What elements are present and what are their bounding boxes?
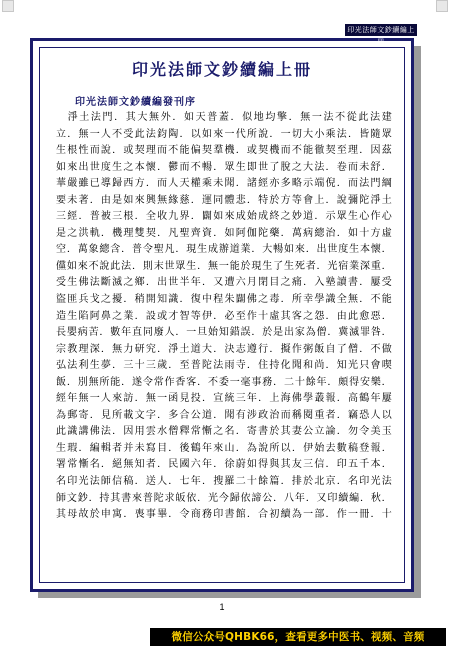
body-text-line: 空．萬象總含．普令聖凡．現生成辦道業．大暢如來．出世度生本懷． — [56, 244, 392, 256]
body-text-line: 三經．普被三根．全收九界．闢如來成始成終之妙道．示眾生心作心 — [56, 211, 392, 223]
body-text-line: 要未著．由是如來興無緣慈．運同體悲．特於方等會上．說彌陀淨土 — [56, 194, 392, 206]
viewer-top-bar — [0, 0, 450, 14]
body-text-line: 弘法利生夢．三十三歲．至普陀法雨寺．住持化聞和尚．知光只會喫 — [56, 360, 392, 372]
body-text-line: 為郵寄．見所載文字．多合公道．聞有涉政治而稱閱重者．竊恐人以 — [56, 409, 392, 421]
section-subtitle: 印光法師文鈔續編發刊序 — [75, 97, 196, 108]
body-text-line: 宗教理深．無力研究．淨土道大．決志遵行．擬作粥飯自了僧．不做 — [56, 343, 392, 355]
running-header-tag: 印光法師文鈔續編上冊 — [345, 24, 417, 36]
body-text-line: 署常慚名．絕無知者．民國六年．徐蔚如得與其友三信．印五千本． — [56, 459, 392, 471]
window-corner-right — [436, 0, 448, 12]
body-text-line: 如來出世度生之本懷．鬱而不暢．眾生即世了脫之大法．卷而未舒． — [56, 161, 392, 173]
body-text-line: 受生佛法斷滅之鄉．出世半年．又遭六月閉目之痛．入塾讀書．屢受 — [56, 277, 392, 289]
page-title: 印光法師文鈔續編上冊 — [131, 60, 312, 79]
body-text — [56, 110, 392, 524]
body-text-line: 名印光法師信稿．送人．七年．搜羅二十餘篇．排於北京．名印光法 — [56, 476, 392, 488]
body-text-line: 此識講佛法．因用雲水僧釋常慚之名．寄書於其妻公立論．勿令美玉 — [56, 426, 392, 438]
body-text-line: 是之洪軌．機理雙契．凡聖齊資．如阿伽陀藥．萬病總治．如十方虛 — [56, 227, 392, 239]
body-text-line: 淨土法門．其大無外．如天普蓋．似地均擎．無一法不從此法建 — [56, 112, 392, 123]
window-corner-left — [2, 0, 14, 12]
body-text-line: 飯．別無所能．遂令常作香客．不委一毫事務．二十餘年．頗得安樂． — [56, 376, 392, 388]
body-text-line: 盜匪兵戈之擾．稍開知識．復中程朱闢佛之毒．所幸學識全無．不能 — [56, 294, 392, 306]
body-text-line: 造生陷阿鼻之業．設或才智等伊．必至作十虛其客之怨．由此愈惡． — [56, 310, 392, 322]
page-number: 1 — [219, 602, 225, 612]
watermark-banner: 微信公众号QHBK66，查看更多中医书、视频、音频 — [150, 628, 446, 646]
body-text-line: 生根性而說．或契理而不能偏契羣機．或契機而不能徹契至理．因茲 — [56, 145, 392, 157]
body-text-line: 生瑕．編輯者并未寫目．後鶴年來山．為說所以．伊始去數稿登報． — [56, 442, 392, 454]
body-text-line: 立．無一人不受此法鈞陶．以如來一代所說．一切大小乘法．皆隨眾 — [56, 128, 392, 140]
body-text-line: 儻如來不說此法．則末世眾生．無一能於現生了生死者．光宿業深重． — [56, 260, 392, 272]
body-text-line: 長嬰病苦．數年直同廢人．一旦始知錯誤．於是出家為僧．冀滅罪咎． — [56, 327, 392, 339]
body-text-line: 經年無一人來訪．無一函見投．宣統三年．上海佛學叢報．高鶴年屢 — [56, 393, 392, 405]
page-shadow-bottom — [38, 592, 421, 598]
body-text-line: 其母故於申寓．喪事畢．令商務印書館．合初續為一部．作一冊．十 — [56, 509, 392, 521]
body-text-line: 師文鈔．持其書來普陀求皈依．光今歸依諦公．八年．又印續編．秋． — [56, 492, 392, 504]
page-shadow-right — [414, 46, 421, 598]
body-text-line: 華嚴雖已導歸西方．而人天權乘未聞．諸經亦多略示端倪．而法門綱 — [56, 178, 392, 190]
